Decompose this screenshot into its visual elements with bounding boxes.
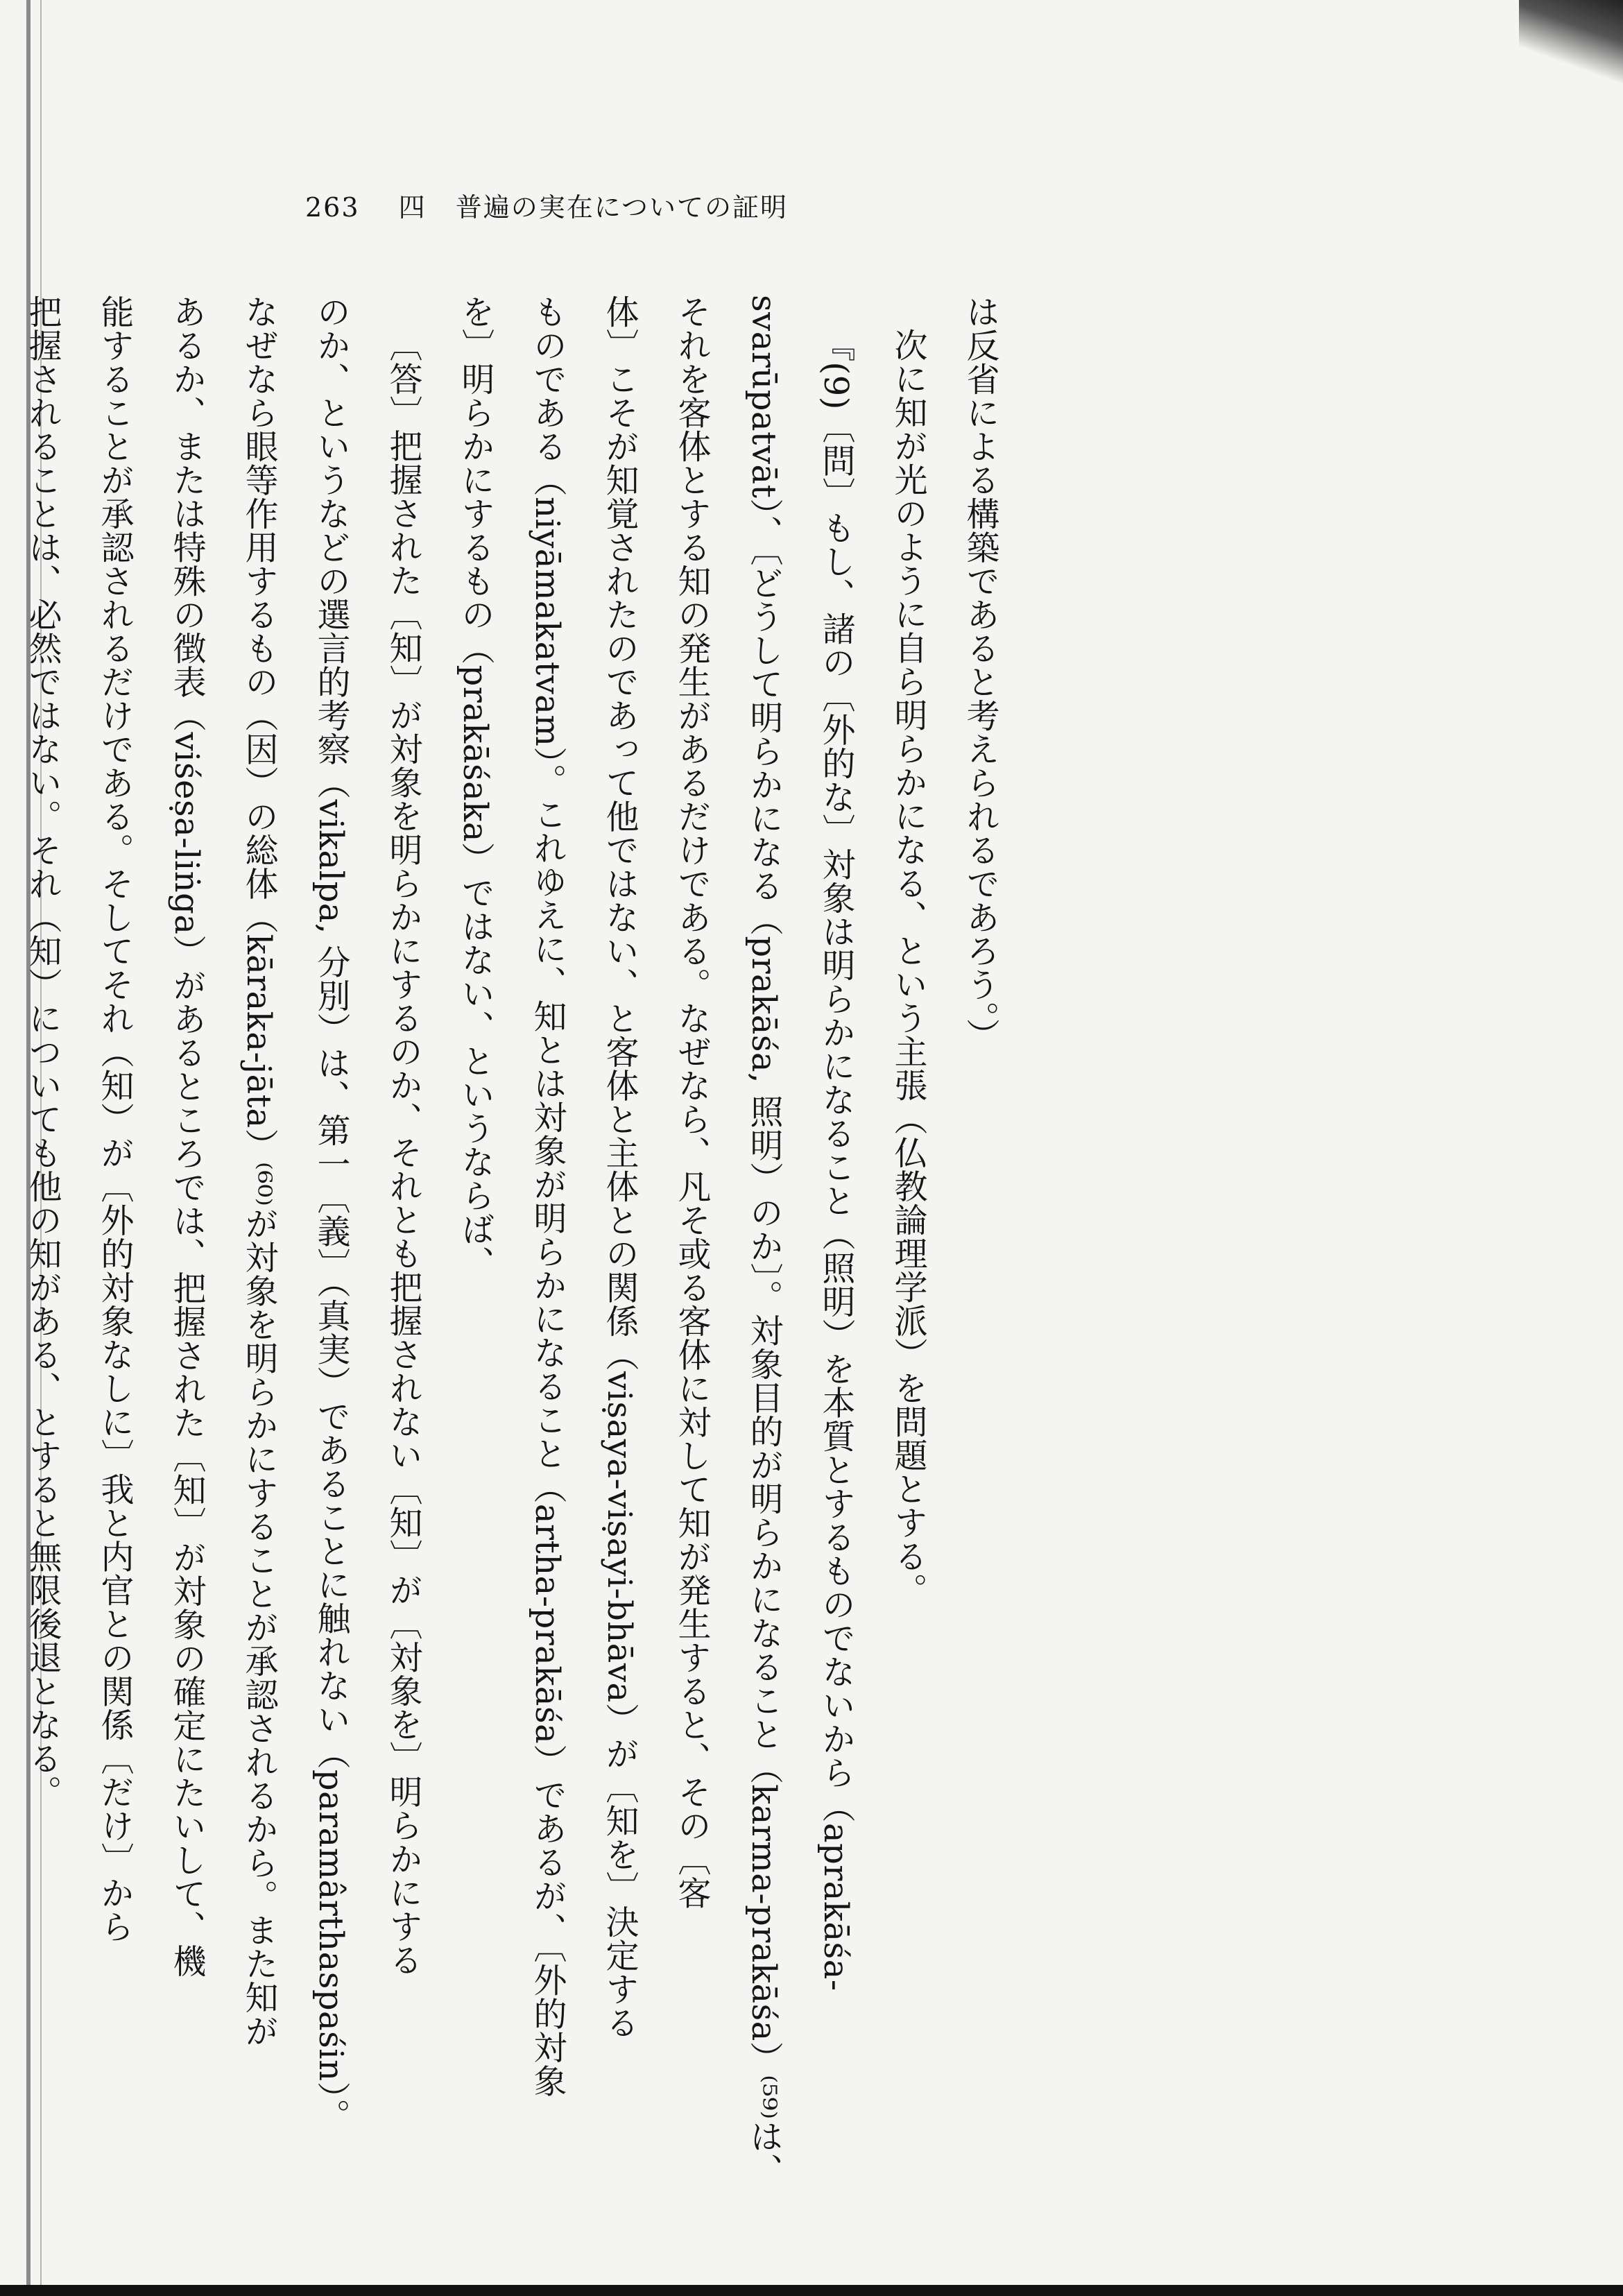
text-line: あるか、または特殊の徴表（viśeṣa-liṅga）があるところでは、把握された〔知〕が対象の確定にたいして、機 [167, 295, 206, 1978]
text-line: 把握されることは、必然ではない。それ（知）についても他の知がある、とすると無限後退となる。 [23, 295, 62, 1809]
section-title: 普遍の実在についての証明 [455, 192, 788, 223]
text-line: 〔答〕把握された〔知〕が対象を明らかにするのか、それとも把握されない〔知〕が〔対象を〕明らかにする [384, 328, 422, 1977]
text-line: は反省による構築であると考えられるであろう。） [961, 295, 999, 1052]
text-line: のか、というなどの選言的考察（vikalpa, 分別）は、第一〔義〕（真実）であることに触れない（paramârthaspaśin）。 [311, 295, 350, 2132]
running-header [305, 186, 788, 224]
text-line: svarūpatvāt）、〔どうして明らかになる（prakāśa, 照明）のか〕。対象目的が明らかになること（karma-prakāśa）⁽⁵⁹⁾は、 [744, 295, 783, 2187]
text-line: それを客体とする知の発生があるだけである。なぜなら、凡そ或る客体に対して知が発生すると、その〔客 [672, 295, 711, 1910]
text-line: 次に知が光のように自ら明らかになる、という主張（仏教論理学派）を問題とする。 [888, 328, 927, 1607]
scan-bottom-edge [0, 2285, 1623, 2296]
text-line [0, 295, 6, 2223]
text-line: 『(9)〔問〕もし、諸の〔外的な〕対象は明らかになること（照明）を本質とするものでないから（aprakāśa- [816, 328, 855, 1991]
section-number: 四 [398, 192, 427, 223]
scan-corner-shadow [1519, 0, 1623, 83]
text-line: ものである（niyāmakatvam）。これゆえに、知とは対象が明らかになること（artha-prakāśa）であるが、〔外的対象 [528, 295, 567, 2098]
text-line: 能することが承認されるだけである。そしてそれ（知）が〔外的対象なしに〕我と内官との関係〔だけ〕から [95, 295, 134, 1944]
vertical-body-text [23, 295, 1016, 2223]
page-number: 263 [305, 192, 360, 223]
text-line: を〕明らかにするもの（prakāśaka）ではない、というならば、 [456, 295, 495, 1280]
text-line: なぜなら眼等作用するもの（因）の総体（kāraka-jāta）⁽⁶⁰⁾が対象を明らかにすることが承認されるから。また知が [239, 295, 278, 2048]
text-line: 体〕こそが知覚されたのであって他ではない、と客体と主体との関係（viṣaya-viṣayi-bhāva）が〔知を〕決定する [600, 295, 639, 2039]
